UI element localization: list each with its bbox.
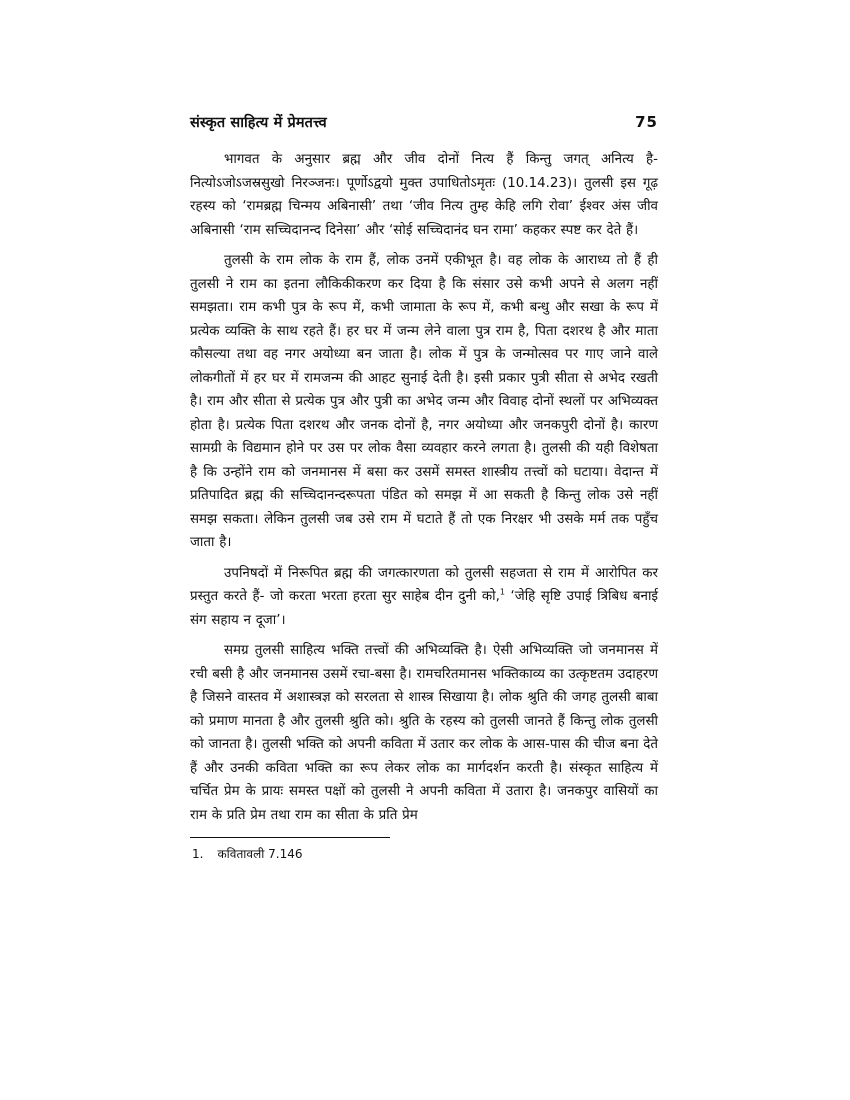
paragraph-3 (190, 562, 658, 633)
footnote-divider (190, 837, 390, 838)
running-header (190, 112, 658, 138)
paragraph-1: भागवत के अनुसार ब्रह्म और जीव दोनों नित्य हैं किन्तु जगत् अनित्य है- नित्योऽजोऽजस्रसुखो निरञ्जनः। पूर्णोऽद्वयो मुक्त उपाधितोऽमृतः (10.14.23)। तुलसी इस गूढ़ रहस्य को ‘रामब्रह्म चिन्मय अबिनासी’ तथा ‘जीव नित्य तुम्ह केहि लगि रोवा’ ईश्वर अंस जीव अबिनासी ‘राम सच्चिदानन्द दिनेसा’ और ‘सोई सच्चिदानंद घन रामा’ कहकर स्पष्ट कर देते हैं। (190, 152, 658, 238)
footnote-reference[interactable]: 1 (499, 587, 505, 597)
paragraph-4: समग्र तुलसी साहित्य भक्ति तत्त्वों की अभिव्यक्ति है। ऐसी अभिव्यक्ति जो जनमानस में रची बसी है और जनमानस उसमें रचा-बसा है। रामचरितमानस भक्तिकाव्य का उत्कृष्टतम उदाहरण है जिसने वास्तव में अशास्त्रज्ञ को सरलता से शास्त्र सिखाया है। लोक श्रुति की जगह तुलसी बाबा को प्रमाण मानता है और तुलसी श्रुति को। श्रुति के रहस्य को तुलसी जानते हैं किन्तु लोक तुलसी को जानता है। तुलसी भक्ति को अपनी कविता में उतार कर लोक के आस-पास की चीज बना देते हैं और उनकी कविता भक्ति का रूप लेकर लोक का मार्गदर्शन करती है। संस्कृत साहित्य में चर्चित प्रेम के प्रायः समस्त पक्षों को तुलसी ने अपनी कविता में उतारा है। जनकपुर वासियों का राम के प्रति प्रेम तथा राम का सीता के प्रति प्रेम (190, 643, 658, 823)
footnote (190, 844, 658, 864)
paragraph-3-text-cont: ‘जेहि सृष्टि उपाई त्रिबिध बनाई संग सहाय न दूजा’। (190, 589, 658, 628)
footnote-text: कवितावली 7.146 (217, 847, 303, 861)
paragraph-3-text: उपनिषदों में निरूपित ब्रह्म की जगत्कारणता को तुलसी सहजता से राम में आरोपित कर प्रस्तुत करते हैं- जो करता भरता हरता सुर साहेब दीन दुनी को, (190, 565, 658, 604)
paragraph-2: तुलसी के राम लोक के राम हैं, लोक उनमें एकीभूत है। वह लोक के आराध्य तो हैं ही तुलसी ने राम का इतना लौकिकीकरण कर दिया है कि संसार उसे कभी अपने से अलग नहीं समझता। राम कभी पुत्र के रूप में, कभी जामाता के रूप में, कभी बन्धु और सखा के रूप में प्रत्येक व्यक्ति के साथ रहते हैं। हर घर में जन्म लेने वाला पुत्र राम है, पिता दशरथ है और माता कौसल्या तथा वह नगर अयोध्या बन जाता है। लोक में पुत्र के जन्मोत्सव पर गाए जाने वाले लोकगीतों में हर घर में रामजन्म की आहट सुनाई देती है। इसी प्रकार पुत्री सीता से अभेद रखती है। राम और सीता से प्रत्येक पुत्र और पुत्री का अभेद जन्म और विवाह दोनों स्थलों पर अभिव्यक्त होता है। प्रत्येक पिता दशरथ और जनक दोनों है, नगर अयोध्या और जनकपुरी दोनों है। कारण सामग्री के विद्यमान होने पर उस पर लोक वैसा व्यवहार करने लगता है। तुलसी की यही विशेषता है कि उन्होंने राम को जनमानस में बसा कर उसमें समस्त शास्त्रीय तत्त्वों को घटाया। वेदान्त में प्रतिपादित ब्रह्म की सच्चिदानन्दरूपता पंडित को समझ में आ सकती है किन्तु लोक उसे नहीं समझ सकता। लेकिन तुलसी जब उसे राम में घटाते हैं तो एक निरक्षर भी उसके मर्म तक पहुँच जाता है। (190, 253, 658, 550)
running-title: संस्कृत साहित्य में प्रेमतत्त्व (190, 115, 327, 131)
footnote-number: 1. (192, 847, 204, 861)
document-page (190, 112, 658, 1072)
page-number: 75 (635, 113, 658, 131)
